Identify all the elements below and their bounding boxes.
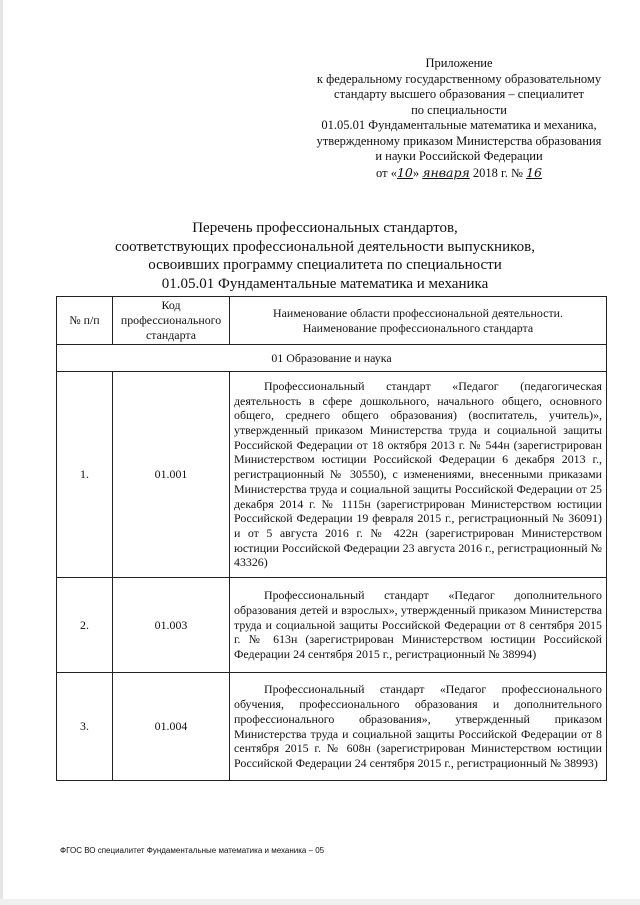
appendix-line: Приложение xyxy=(425,56,493,70)
table-row xyxy=(57,673,607,781)
header-num: № п/п xyxy=(57,297,113,345)
standards-table xyxy=(56,296,607,781)
date-mid: » xyxy=(412,165,423,180)
section-title: 01 Образование и наука xyxy=(57,345,607,372)
section-row xyxy=(57,345,607,372)
row-num: 2. xyxy=(57,578,113,673)
header-name: Наименование области профессиональной деятельности. Наименование профессионального стандарта xyxy=(230,297,607,345)
row-description: Профессиональный стандарт «Педагог дополнительного образования детей и взрослых», утвержденный приказом Министерства труда и социальной защиты Российской Федерации от 8 сентября 2015 г. № 613н (зарегистрирован Министерством юстиции Российской Федерации 24 сентября 2015 г., регистрационный № 38994) xyxy=(230,578,607,673)
title-line: соответствующих профессиональной деятельности выпускников, xyxy=(115,238,535,255)
table-header-row xyxy=(57,297,607,345)
row-num: 3. xyxy=(57,673,113,781)
appendix-line: 01.05.01 Фундаментальные математика и механика, xyxy=(321,118,597,132)
header-code: Код профессионального стандарта xyxy=(113,297,230,345)
order-number-handwritten: 16 xyxy=(526,164,542,180)
row-code: 01.003 xyxy=(113,578,230,673)
date-prefix: от « xyxy=(376,165,397,180)
appendix-line: и науки Российской Федерации xyxy=(375,149,543,163)
appendix-line: к федеральному государственному образовательному xyxy=(316,71,602,86)
date-day-handwritten: 10 xyxy=(396,164,413,180)
document-title xyxy=(60,219,590,293)
date-year: 2018 г. № xyxy=(469,165,527,180)
appendix-line: по специальности xyxy=(411,102,507,117)
row-code: 01.001 xyxy=(113,372,230,578)
date-month-handwritten: января xyxy=(422,164,470,180)
table-row xyxy=(57,372,607,578)
row-description: Профессиональный стандарт «Педагог (педагогическая деятельность в сфере дошкольного, начального общего, основного общего, среднего общего образования) (воспитатель, учитель)», утвержденный приказом Министерства труда и социальной защиты Российской Федерации от 18 октября 2013 г. № 544н (зарегистрирован Министерством юстиции Российской Федерации 6 декабря 2013 г., регистрационный № 30550), с изменениями, внесенными приказами Министерства труда и социальной защиты Российской Федерации от 25 декабря 2014 г. № 1115н (зарегистрирован Министерством юстиции Российской Федерации 19 февраля 2015 г., регистрационный № 36091) и от 5 августа 2016 г. № 422н (зарегистрирован Министерством юстиции Российской Федерации 23 августа 2016 г., регистрационный № 43326) xyxy=(230,372,607,578)
table-row xyxy=(57,578,607,673)
scan-edge-bottom xyxy=(0,899,640,905)
row-description: Профессиональный стандарт «Педагог профессионального обучения, профессионального образования и дополнительного профессионального образования», утвержденный приказом Министерства труда и социальной защиты Российской Федерации от 8 сентября 2015 г. № 608н (зарегистрирован Министерством юстиции Российской Федерации 24 сентября 2015 г., регистрационный № 38993) xyxy=(230,673,607,781)
appendix-line: утвержденному приказом Министерства образования xyxy=(316,133,602,148)
row-code: 01.004 xyxy=(113,673,230,781)
title-line: 01.05.01 Фундаментальные математика и механика xyxy=(161,275,489,292)
appendix-date xyxy=(300,165,618,182)
appendix-line: стандарту высшего образования – специалитет xyxy=(334,87,584,101)
title-line: освоивших программу специалитета по специальности xyxy=(148,257,502,273)
scan-edge-left xyxy=(0,0,3,905)
page-footer: ФГОС ВО специалитет Фундаментальные математика и механика – 05 xyxy=(60,846,325,855)
row-num: 1. xyxy=(57,372,113,578)
appendix-block xyxy=(300,56,618,181)
title-line: Перечень профессиональных стандартов, xyxy=(192,220,458,236)
